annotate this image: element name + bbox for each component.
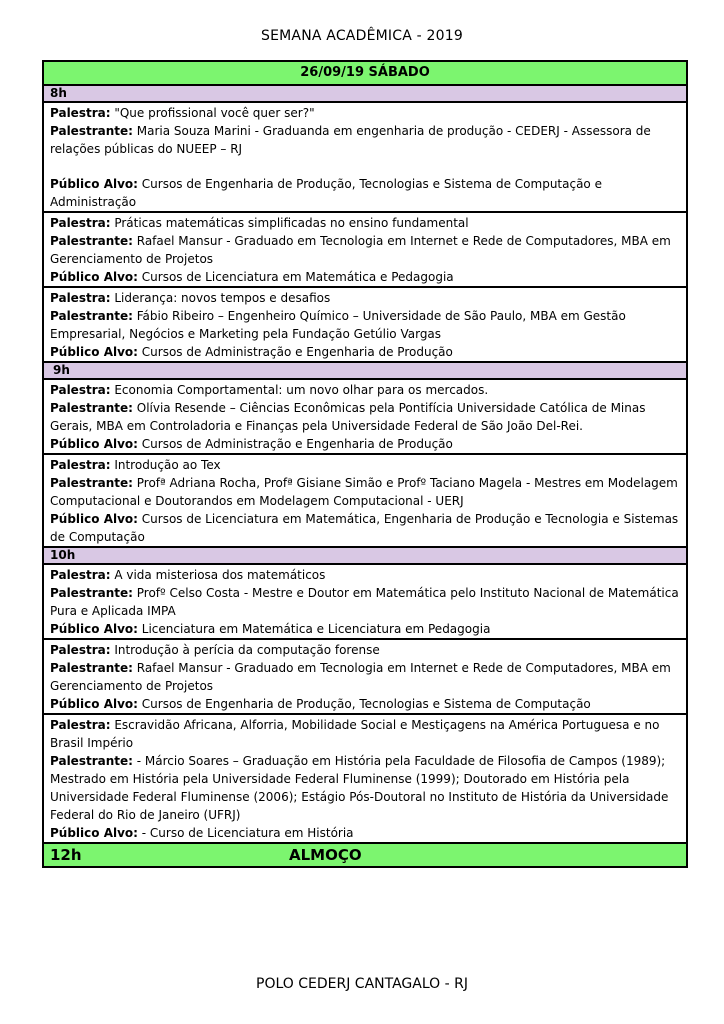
talk-entry (44, 103, 686, 213)
speaker-line (50, 307, 680, 343)
day-header: 26/09/19 SÁBADO (44, 62, 686, 86)
speaker-info: Profª Adriana Rocha, Profª Gisiane Simão e Profº Taciano Magela - Mestres em Modelagem Computacional e Doutorandos em Modelagem Computacional - UERJ (50, 476, 678, 508)
speaker-line (50, 659, 680, 695)
speaker-label: Palestrante: (50, 234, 133, 248)
audience-line (50, 620, 680, 638)
talk-title: Práticas matemáticas simplificadas no ensino fundamental (110, 216, 469, 230)
talk-label: Palestra: (50, 568, 111, 582)
speaker-line (50, 584, 680, 620)
talk-title: Introdução ao Tex (110, 458, 221, 472)
talk-title-line (50, 289, 680, 307)
audience-line (50, 435, 680, 453)
audience-line (50, 343, 680, 361)
talk-label: Palestra: (50, 291, 111, 305)
lunch-label: ALMOÇO (289, 846, 362, 864)
talk-title-line (50, 641, 680, 659)
speaker-label: Palestrante: (50, 124, 133, 138)
talk-title-line (50, 456, 680, 474)
talk-label: Palestra: (50, 718, 111, 732)
audience-line (50, 824, 680, 842)
speaker-info: - Márcio Soares – Graduação em História pela Faculdade de Filosofia de Campos (1989); Mestrado em História pela Universidade Federal Fluminense (1999); Doutorado em História pela Universidade Federal Fluminense (2006); Estágio Pós-Doutoral no Instituto de História da Universidade Federal do Rio de Janeiro (UFRJ) (50, 754, 669, 822)
talk-title: Escravidão Africana, Alforria, Mobilidade Social e Mestiçagens na América Portuguesa e no Brasil Império (50, 718, 660, 750)
audience-info: Licenciatura em Matemática e Licenciatura em Pedagogia (137, 622, 491, 636)
speaker-info: Fábio Ribeiro – Engenheiro Químico – Universidade de São Paulo, MBA em Gestão Empresarial, Negócios e Marketing pela Fundação Getúlio Vargas (50, 309, 626, 341)
audience-info: Cursos de Licenciatura em Matemática, Engenharia de Produção e Tecnologia e Sistemas de Computação (50, 512, 679, 544)
talk-entry (44, 565, 686, 640)
audience-line (50, 175, 680, 211)
talk-label: Palestra: (50, 383, 111, 397)
audience-label: Público Alvo: (50, 697, 138, 711)
audience-line (50, 268, 680, 286)
speaker-label: Palestrante: (50, 309, 133, 323)
talk-title: Liderança: novos tempos e desafios (110, 291, 331, 305)
audience-info: Cursos de Engenharia de Produção, Tecnologias e Sistema de Computação (137, 697, 591, 711)
audience-info: Cursos de Licenciatura em Matemática e Pedagogia (137, 270, 454, 284)
speaker-info: Maria Souza Marini - Graduanda em engenharia de produção - CEDERJ - Assessora de relações públicas do NUEEP – RJ (50, 124, 651, 156)
time-slot-8h: 8h (44, 86, 686, 103)
talk-label: Palestra: (50, 643, 111, 657)
speaker-label: Palestrante: (50, 586, 133, 600)
talk-label: Palestra: (50, 106, 111, 120)
talk-title: Economia Comportamental: um novo olhar para os mercados. (110, 383, 489, 397)
talk-title: "Que profissional você quer ser?" (110, 106, 315, 120)
speaker-label: Palestrante: (50, 661, 133, 675)
speaker-label: Palestrante: (50, 401, 133, 415)
talk-entry (44, 715, 686, 844)
speaker-line (50, 122, 680, 158)
page-title: SEMANA ACADÊMICA - 2019 (261, 28, 463, 44)
talk-label: Palestra: (50, 458, 111, 472)
talk-title: Introdução à perícia da computação forense (110, 643, 380, 657)
audience-label: Público Alvo: (50, 345, 138, 359)
talk-title-line (50, 104, 680, 122)
speaker-info: Olívia Resende – Ciências Econômicas pela Pontifícia Universidade Católica de Minas Gerais, MBA em Controladoria e Finanças pela Universidade Federal de São João Del-Rei. (50, 401, 646, 433)
talk-title-line (50, 214, 680, 232)
talk-entry (44, 213, 686, 288)
talk-title-line (50, 566, 680, 584)
audience-info: Cursos de Engenharia de Produção, Tecnologias e Sistema de Computação e Administração (50, 177, 602, 209)
audience-line (50, 510, 680, 546)
time-slot-9h: 9h (44, 363, 686, 380)
blank-line (50, 158, 680, 175)
talk-entry (44, 288, 686, 363)
speaker-info: Rafael Mansur - Graduado em Tecnologia em Internet e Rede de Computadores, MBA em Gerenciamento de Projetos (50, 234, 671, 266)
audience-label: Público Alvo: (50, 826, 138, 840)
speaker-line (50, 474, 680, 510)
talk-label: Palestra: (50, 216, 111, 230)
talk-entry (44, 640, 686, 715)
speaker-label: Palestrante: (50, 476, 133, 490)
schedule-table (42, 60, 688, 868)
page-footer: POLO CEDERJ CANTAGALO - RJ (256, 976, 468, 992)
lunch-time: 12h (50, 846, 82, 864)
talk-title: A vida misteriosa dos matemáticos (110, 568, 326, 582)
speaker-info: Profº Celso Costa - Mestre e Doutor em Matemática pelo Instituto Nacional de Matemática Pura e Aplicada IMPA (50, 586, 679, 618)
speaker-line (50, 232, 680, 268)
speaker-label: Palestrante: (50, 754, 133, 768)
time-slot-10h: 10h (44, 548, 686, 565)
audience-label: Público Alvo: (50, 622, 138, 636)
audience-label: Público Alvo: (50, 177, 138, 191)
speaker-info: Rafael Mansur - Graduado em Tecnologia em Internet e Rede de Computadores, MBA em Gerenciamento de Projetos (50, 661, 671, 693)
talk-title-line (50, 381, 680, 399)
audience-line (50, 695, 680, 713)
speaker-line (50, 752, 680, 824)
talk-entry (44, 455, 686, 548)
audience-info: - Curso de Licenciatura em História (137, 826, 354, 840)
audience-label: Público Alvo: (50, 512, 138, 526)
audience-info: Cursos de Administração e Engenharia de Produção (137, 345, 453, 359)
audience-info: Cursos de Administração e Engenharia de Produção (137, 437, 453, 451)
audience-label: Público Alvo: (50, 437, 138, 451)
speaker-line (50, 399, 680, 435)
talk-entry (44, 380, 686, 455)
audience-label: Público Alvo: (50, 270, 138, 284)
lunch-row (44, 844, 686, 866)
talk-title-line (50, 716, 680, 752)
